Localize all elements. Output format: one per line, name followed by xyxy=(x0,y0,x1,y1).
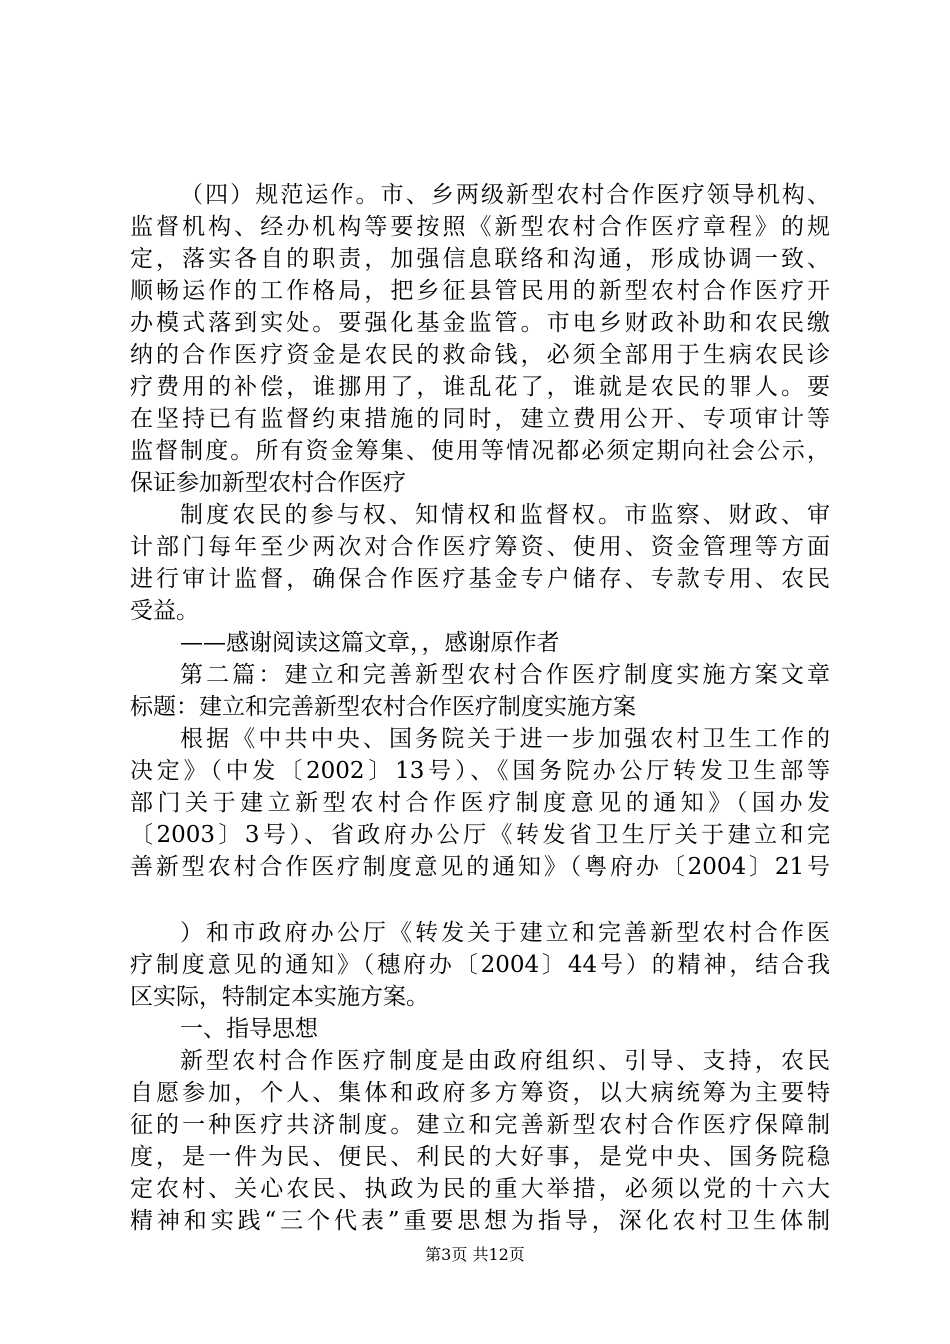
paragraph-line: 进行审计监督，确保合作医疗基金专户储存、专款专用、农民 xyxy=(130,566,830,592)
paragraph-line: 部门关于建立新型农村合作医疗制度意见的通知》（国办发 xyxy=(130,790,830,816)
thanks-line: ——感谢阅读这篇文章，，感谢原作者 xyxy=(180,630,560,656)
paragraph-line: 善新型农村合作医疗制度意见的通知》（粤府办〔2004〕21号 xyxy=(130,854,830,880)
paragraph-line: 自愿参加，个人、集体和政府多方筹资，以大病统筹为主要特 xyxy=(130,1080,830,1106)
section-heading: 一、指导思想 xyxy=(180,1016,318,1042)
paragraph-line: 征的一种医疗共济制度。建立和完善新型农村合作医疗保障制 xyxy=(130,1112,830,1138)
paragraph-line: 新型农村合作医疗制度是由政府组织、引导、支持，农民 xyxy=(180,1048,830,1074)
paragraph-line: 制度农民的参与权、知情权和监督权。市监察、财政、审 xyxy=(180,502,830,528)
paragraph-line: 定，落实各自的职责，加强信息联络和沟通，形成协调一致、 xyxy=(130,246,830,272)
section-heading: 标题：建立和完善新型农村合作医疗制度实施方案 xyxy=(130,694,636,720)
paragraph-line: ）和市政府办公厅《转发关于建立和完善新型农村合作医 xyxy=(180,920,830,946)
paragraph-line: 监督制度。所有资金筹集、使用等情况都必须定期向社会公示， xyxy=(130,438,830,464)
paragraph-line: 监督机构、经办机构等要按照《新型农村合作医疗章程》的规 xyxy=(130,214,830,240)
paragraph-line: 疗制度意见的通知》（穗府办〔2004〕44号）的精神，结合我 xyxy=(130,952,830,978)
paragraph-line: 办模式落到实处。要强化基金监管。市电乡财政补助和农民缴 xyxy=(130,310,830,336)
paragraph-line: 疗费用的补偿，谁挪用了，谁乱花了，谁就是农民的罪人。要 xyxy=(130,374,830,400)
paragraph-line: 顺畅运作的工作格局，把乡征县管民用的新型农村合作医疗开 xyxy=(130,278,830,304)
paragraph-line: 在坚持已有监督约束措施的同时，建立费用公开、专项审计等 xyxy=(130,406,830,432)
paragraph-line: 〔2003〕3号）、省政府办公厅《转发省卫生厅关于建立和完 xyxy=(130,822,830,848)
paragraph-line: 计部门每年至少两次对合作医疗筹资、使用、资金管理等方面 xyxy=(130,534,830,560)
section-heading: 第二篇：建立和完善新型农村合作医疗制度实施方案文章 xyxy=(180,662,830,688)
paragraph-line: 区实际，特制定本实施方案。 xyxy=(130,984,429,1010)
paragraph-line: 精神和实践“三个代表”重要思想为指导，深化农村卫生体制 xyxy=(130,1208,830,1234)
paragraph-line: 根据《中共中央、国务院关于进一步加强农村卫生工作的 xyxy=(180,726,830,752)
paragraph-line: 决定》（中发〔2002〕13号）、《国务院办公厅转发卫生部等 xyxy=(130,758,830,784)
paragraph-line: 受益。 xyxy=(130,598,199,624)
paragraph-line: （四）规范运作。市、乡两级新型农村合作医疗领导机构、 xyxy=(180,182,830,208)
paragraph-line: 定农村、关心农民、执政为民的重大举措，必须以党的十六大 xyxy=(130,1176,830,1202)
paragraph-line: 度，是一件为民、便民、利民的大好事，是党中央、国务院稳 xyxy=(130,1144,830,1170)
paragraph-line: 纳的合作医疗资金是农民的救命钱，必须全部用于生病农民诊 xyxy=(130,342,830,368)
paragraph-line: 保证参加新型农村合作医疗 xyxy=(130,470,406,496)
page-footer: 第3页 共12页 xyxy=(425,1245,525,1264)
